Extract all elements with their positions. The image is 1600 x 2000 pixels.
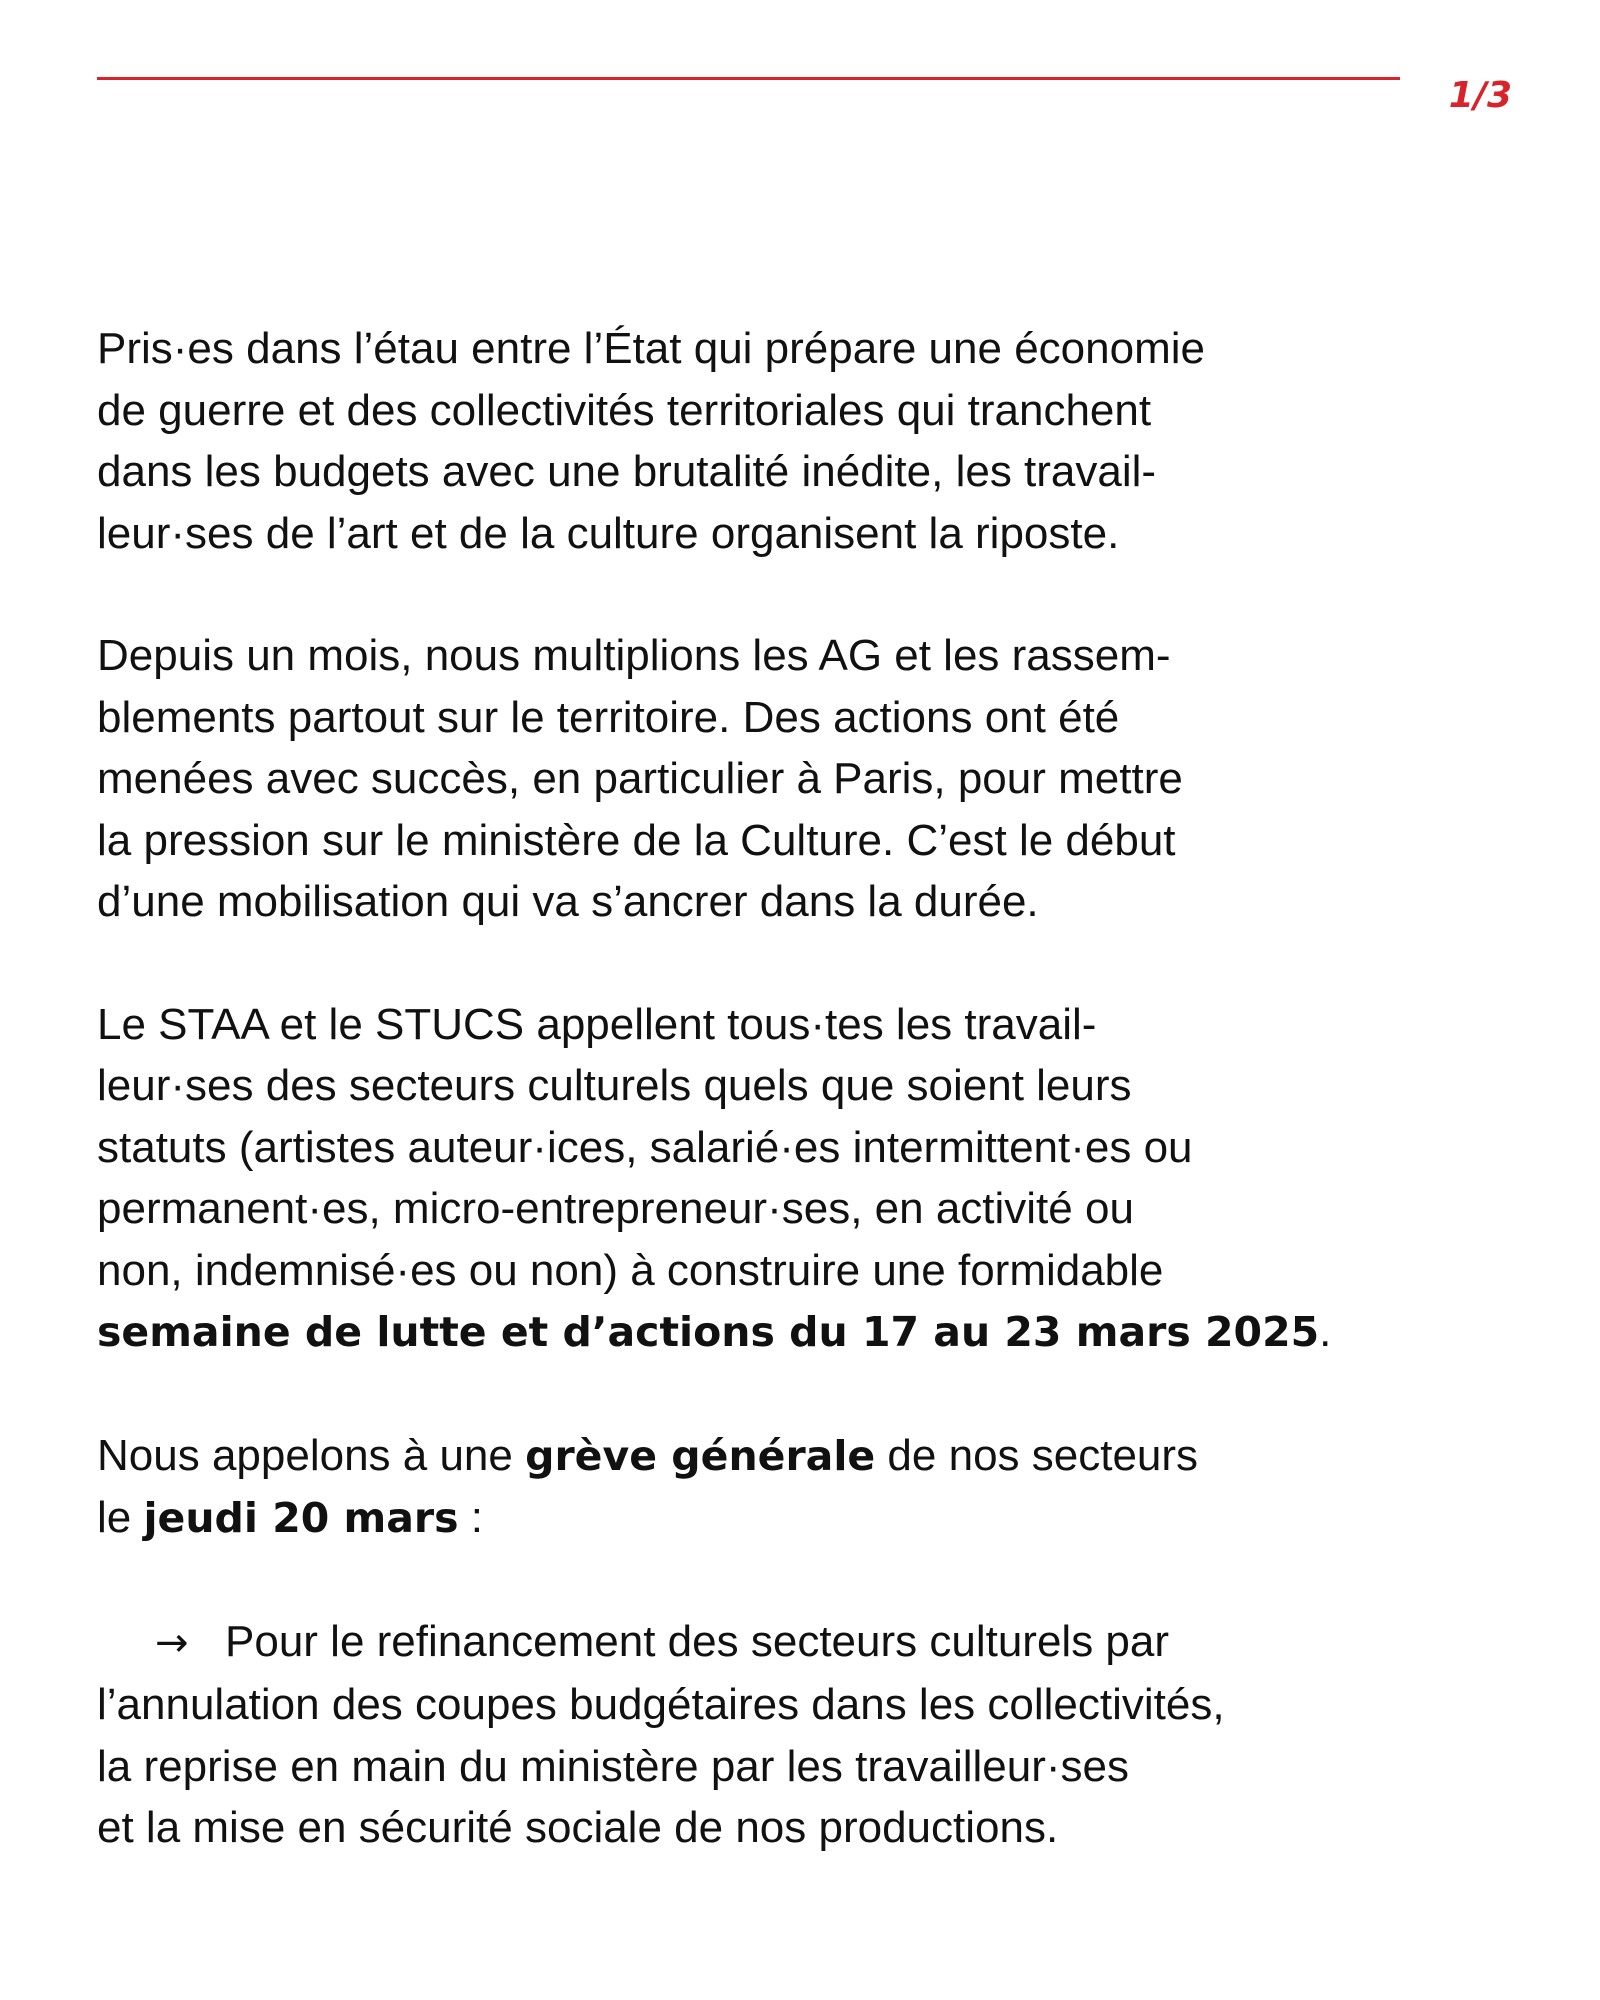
paragraph-2: [97, 625, 1537, 933]
text-line-emphasis: [97, 1301, 1537, 1364]
text-line: d’une mobilisation qui va s’ancrer dans la durée.: [97, 877, 1039, 926]
strike-date: jeudi 20 mars: [143, 1494, 459, 1542]
text-line: leur·ses de l’art et de la culture organisent la riposte.: [97, 508, 1120, 558]
paragraph-3: [97, 994, 1537, 1364]
sentence-end: .: [1319, 1307, 1332, 1356]
text-line: la reprise en main du ministère par les travailleur·ses: [97, 1741, 1129, 1791]
bullet-first-line: [97, 1611, 1537, 1675]
text-fragment: :: [458, 1493, 484, 1542]
text-line: permanent·es, micro-entrepreneur·ses, en activité ou: [97, 1184, 1134, 1233]
text-fragment: le: [97, 1493, 144, 1542]
text-fragment: Pour le refinancement des secteurs culturels par: [225, 1616, 1170, 1666]
text-line: statuts (artistes auteur·ices, salarié·es intermittent·es ou: [97, 1122, 1193, 1172]
text-line: et la mise en sécurité sociale de nos productions.: [97, 1803, 1059, 1852]
general-strike-label: grève générale: [525, 1431, 876, 1480]
text-line: la pression sur le ministère de la Culture. C’est le début: [97, 815, 1176, 865]
arrow-right-icon: →: [155, 1619, 189, 1666]
paragraph-1: [97, 318, 1537, 564]
demand-bullet: [97, 1611, 1537, 1859]
paragraph-4: [97, 1425, 1537, 1550]
text-line: dans les budgets avec une brutalité inédite, les travail-: [97, 447, 1157, 496]
text-line: Le STAA et le STUCS appellent tous·tes les travail-: [97, 999, 1097, 1049]
text-fragment: de nos secteurs: [875, 1430, 1199, 1480]
action-week-dates: semaine de lutte et d’actions du 17 au 23 mars 2025: [97, 1308, 1320, 1356]
text-line: menées avec succès, en particulier à Paris, pour mettre: [97, 754, 1183, 803]
text-line: blements partout sur le territoire. Des actions ont été: [97, 692, 1120, 742]
text-fragment: Nous appelons à une: [97, 1430, 526, 1480]
text-line: l’annulation des coupes budgétaires dans les collectivités,: [97, 1680, 1225, 1729]
page-number: 1/3: [1448, 75, 1512, 116]
text-line: non, indemnisé·es ou non) à construire une formidable: [97, 1245, 1164, 1295]
text-line: Depuis un mois, nous multiplions les AG et les rassem-: [97, 631, 1171, 680]
text-line: leur·ses des secteurs culturels quels que soient leurs: [97, 1061, 1132, 1110]
document-body: [97, 318, 1537, 1859]
text-line: [97, 1425, 1537, 1488]
text-line: de guerre et des collectivités territoriales qui tranchent: [97, 385, 1152, 435]
text-line: [97, 1487, 1537, 1550]
top-rule: [97, 77, 1400, 80]
text-line: Pris·es dans l’étau entre l’État qui prépare une économie: [97, 324, 1205, 373]
